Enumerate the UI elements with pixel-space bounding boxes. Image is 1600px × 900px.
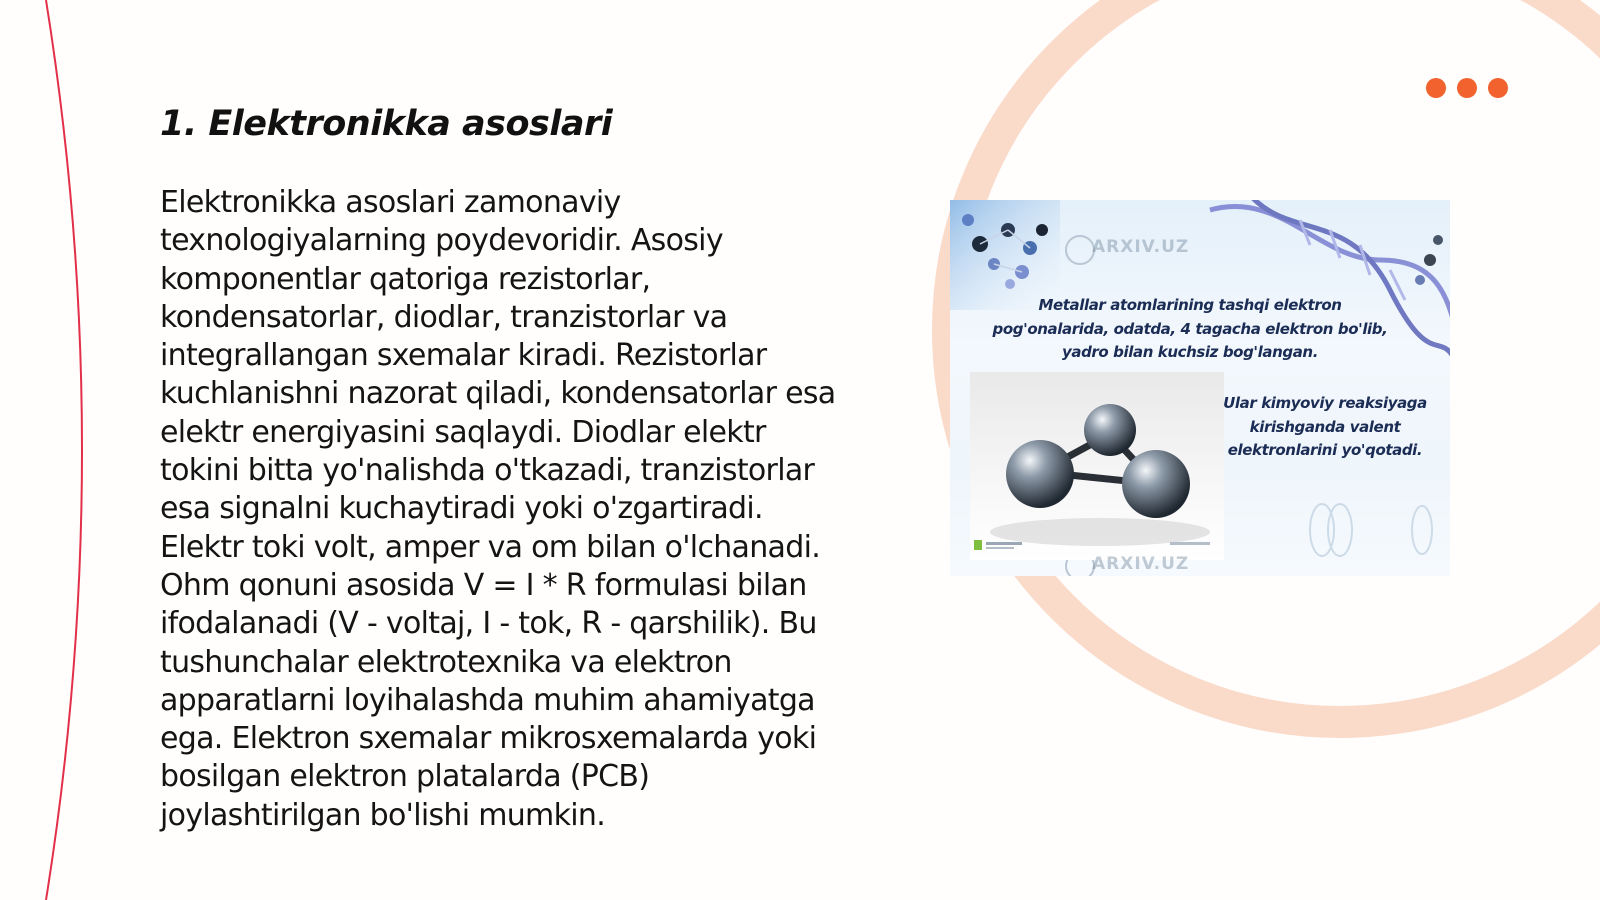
faint-background-marks (1310, 504, 1432, 556)
dot (1488, 78, 1508, 98)
slide-title: 1. Elektronikka asoslari (160, 104, 613, 144)
watermark-top: ARXIV.UZ (1092, 237, 1190, 257)
decor-left-curve (46, 0, 82, 900)
caption-top: Metallar atomlarining tashqi elektron pog'onalarida, odatda, 4 tagacha elektron bo'lib, yadro bilan kuchsiz bog'langan. (992, 296, 1388, 361)
slide-body-text: Elektronikka asoslari zamonaviy texnologiyalarning poydevoridir. Asosiy komponentlar qatoriga rezistorlar, kondensatorlar, diodlar, tranzistorlar va integrallangan sxemalar kiradi. Rezistorlar kuchlanishni nazorat qiladi, kondensatorlar esa elektr energiyasini saqlaydi. Diodlar elektr tokini bitta yo'nalishda o'tkazadi, tranzistorlar esa signalni kuchaytiradi yoki o'zgartiradi. Elektr toki volt, amper va om bilan o'lchanadi. Ohm qonuni asosida V = I * R formulasi bilan ifodalanadi (V - voltaj, I - tok, R - qarshilik). Bu tushunchalar elektrotexnika va elektron apparatlarni loyihalashda muhim ahamiyatga ega. Elektron sxemalar mikrosxemalarda yoki bosilgan elektron platalarda (PCB) joylashtirilgan bo'lishi mumkin. (160, 185, 836, 833)
molecule-icon (970, 372, 1224, 560)
watermark-bottom: ARXIV.UZ (1092, 554, 1190, 574)
dots-menu-icon (1426, 78, 1508, 98)
dot (1426, 78, 1446, 98)
caption-right: Ular kimyoviy reaksiyaga kirishganda valent elektronlarini yo'qotadi. (1223, 394, 1427, 459)
dot (1457, 78, 1477, 98)
illustration-image (950, 200, 1450, 576)
molecule-photo (970, 372, 1224, 560)
